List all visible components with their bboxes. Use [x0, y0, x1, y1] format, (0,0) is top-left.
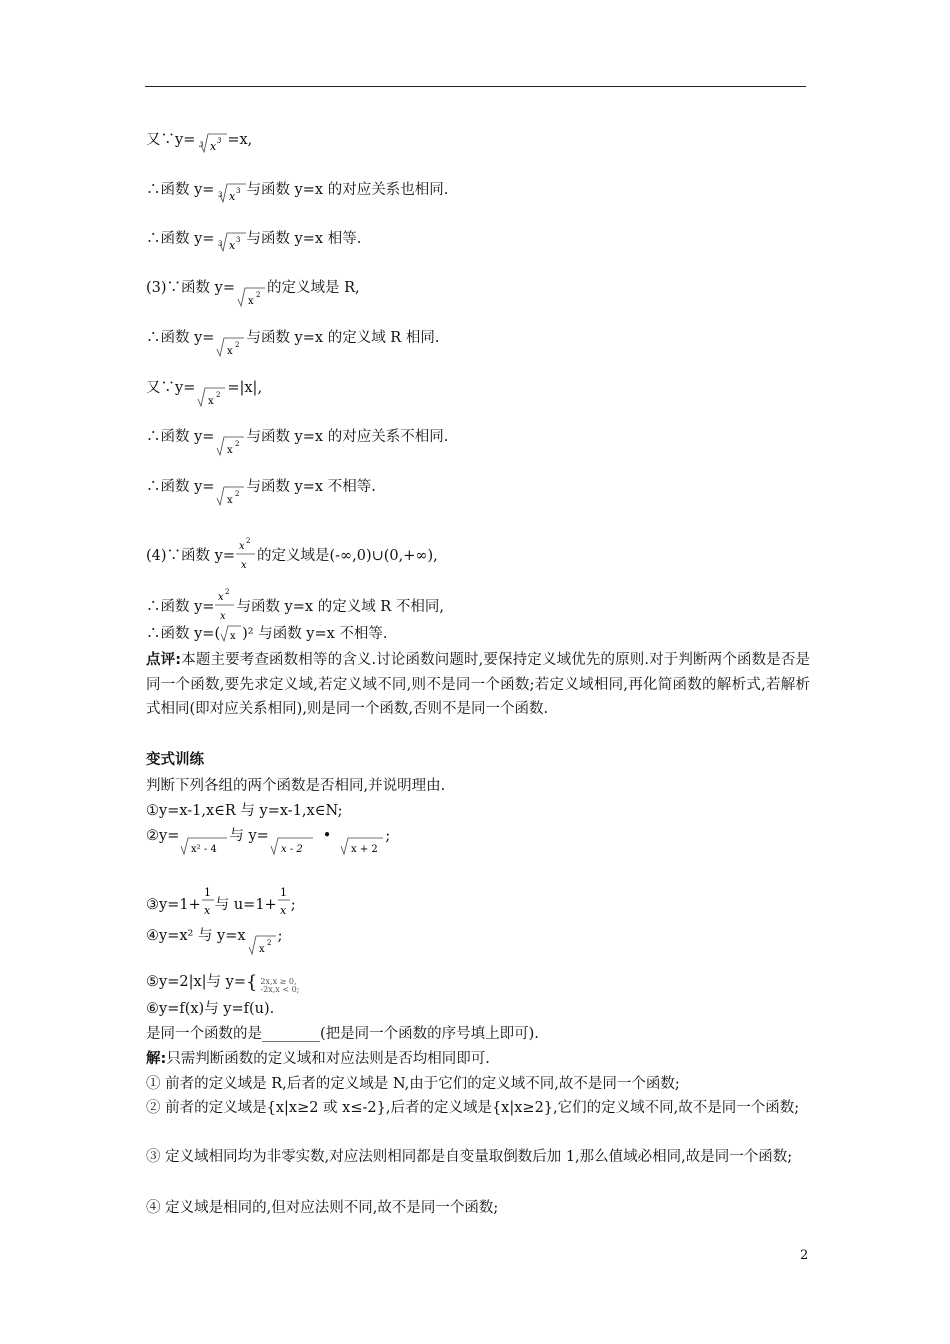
sqrt-x2: [214, 481, 246, 507]
solution-item-3: ③ 定义域相同均为非零实数,对应法则相同都是自变量取倒数后加 1,那么值域必相同,故是同一个函数;: [146, 1149, 793, 1165]
exponent: 3: [236, 236, 241, 244]
root-index: 3: [199, 141, 204, 149]
case-2: -2x,x < 0;: [260, 985, 300, 994]
fraction-1-over-x: [201, 883, 215, 923]
exponent: 3: [217, 137, 222, 145]
exponent: 2: [266, 939, 272, 947]
exponent: 2: [225, 588, 230, 596]
numerator: 1: [203, 886, 211, 899]
text: ∴函数 y=: [146, 429, 215, 445]
radicand: x: [227, 495, 234, 506]
solution-item-2: ② 前者的定义域是{x|x≥2 或 x≤-2},后者的定义域是{x|x≥2},它们的定义域不同,故不是同一个函数;: [146, 1100, 800, 1116]
text: 与函数 y=x 的定义域 R 不相同,: [236, 599, 444, 615]
dot-operator: •: [322, 828, 332, 844]
header-rule: [145, 86, 806, 87]
radicand: x: [227, 346, 234, 357]
text: ∴函数 y=: [146, 182, 215, 198]
sqrt-x2: [214, 431, 246, 457]
text: ⑤y=2|x|与 y=: [146, 974, 246, 990]
comment-paragraph: [146, 648, 810, 722]
text: ∴函数 y=: [146, 231, 215, 247]
root-index: 3: [218, 240, 223, 248]
line-9: [146, 535, 438, 575]
text: ∴函数 y=: [146, 479, 215, 495]
comment-label: 点评:: [146, 652, 182, 668]
line-8: [146, 477, 376, 507]
text: ;: [290, 897, 296, 913]
sqrt-x2: [246, 929, 278, 957]
sqrt-x-minus-2: [269, 828, 315, 858]
line-2: [146, 180, 448, 204]
text: )² 与函数 y=x 不相等.: [242, 626, 388, 642]
text: ∴函数 y=(: [146, 626, 221, 642]
line-4: [146, 278, 360, 308]
fraction-x2-over-x: [214, 586, 236, 626]
radicand: x: [229, 190, 236, 203]
fraction-1-over-x: [277, 883, 291, 923]
radicand: x + 2: [351, 844, 379, 855]
radicand: x: [248, 296, 254, 307]
radicand: x: [210, 140, 217, 153]
numerator: x: [218, 592, 225, 603]
radicand: x: [229, 239, 236, 252]
text: ∴函数 y=: [146, 599, 215, 615]
sqrt-x: [220, 623, 242, 643]
sqrt-x-plus-2: [339, 828, 385, 858]
solution-label: 解:: [146, 1051, 167, 1067]
text: =|x|,: [227, 380, 263, 396]
sqrt-x2: [235, 282, 267, 308]
solution-item-4: ④ 定义域是相同的,但对应法则不同,故不是同一个函数;: [146, 1200, 499, 1216]
denominator: x: [203, 904, 210, 917]
line-10: [146, 586, 444, 626]
text: ∴函数 y=: [146, 330, 215, 346]
exercise-intro: 判断下列各组的两个函数是否相同,并说明理由.: [146, 778, 446, 794]
line-6: [146, 378, 262, 408]
cube-root-x3: [214, 229, 246, 253]
text: 与 u=1+: [214, 897, 277, 913]
numerator: 1: [279, 886, 287, 899]
radicand: x: [258, 944, 265, 955]
sqrt-x2-minus-4: [179, 828, 229, 858]
solution-intro-line: [146, 1049, 490, 1069]
root-index: 3: [218, 191, 223, 199]
line-3: [146, 229, 361, 253]
exponent: 2: [256, 291, 261, 299]
exercise-item-3: [146, 883, 296, 923]
exponent: 2: [235, 490, 240, 498]
text: 与函数 y=x 不相等.: [246, 479, 376, 495]
text: 的定义域是 R,: [267, 280, 360, 296]
denominator: x: [241, 560, 247, 571]
text: 与 y=: [229, 828, 269, 844]
radicand: x: [208, 396, 214, 407]
text: 又∵y=: [146, 132, 196, 148]
exponent: 2: [216, 391, 221, 399]
text: 与函数 y=x 的定义域 R 相同.: [246, 330, 440, 346]
exponent: 3: [236, 187, 241, 195]
text: 又∵y=: [146, 380, 196, 396]
exponent: 2: [235, 341, 240, 349]
exercise-item-2: [146, 826, 390, 858]
text: (3)∵函数 y=: [146, 280, 235, 296]
sqrt-x2: [195, 382, 227, 408]
text: ;: [385, 828, 391, 844]
radicand: x² - 4: [191, 844, 218, 855]
line-5: [146, 328, 439, 358]
radicand: x: [230, 631, 236, 642]
piecewise-brace: {: [245, 972, 258, 993]
piecewise-cases: [260, 978, 299, 994]
text: 与函数 y=x 的对应关系也相同.: [246, 182, 449, 198]
exercise-item-5: [146, 972, 299, 994]
radicand: x - 2: [280, 844, 303, 855]
sqrt-x2: [214, 332, 246, 358]
page-number: 2: [800, 1248, 809, 1263]
exercise-item-1: ①y=x-1,x∈R 与 y=x-1,x∈N;: [146, 803, 343, 819]
text: ③y=1+: [146, 897, 201, 913]
exercise-question: 是同一个函数的是________(把是同一个函数的序号填上即可).: [146, 1026, 539, 1042]
numerator: x: [239, 541, 245, 552]
line-11: [146, 623, 388, 644]
text: ②y=: [146, 828, 180, 844]
line-7: [146, 427, 448, 457]
exercise-title: 变式训练: [146, 752, 204, 768]
comment-text: 本题主要考查函数相等的含义.讨论函数问题时,要保持定义域优先的原则.对于判断两个函数是否是同一个函数,要先求定义域,若定义域不同,则不是同一个函数;若定义域相同,再化简函数的解析式,若解析式相同(即对应关系相同),则是同一个函数,否则不是同一个函数.: [146, 652, 810, 718]
text: =x,: [227, 132, 253, 148]
text: 与函数 y=x 的对应关系不相同.: [246, 429, 449, 445]
exponent: 2: [235, 440, 240, 448]
line-1: [146, 130, 252, 154]
text: (4)∵函数 y=: [146, 548, 235, 564]
text: ④y=x² 与 y=x: [146, 928, 246, 944]
text: 与函数 y=x 相等.: [246, 231, 362, 247]
exercise-item-6: ⑥y=f(x)与 y=f(u).: [146, 1001, 275, 1017]
case-1: 2x,x ≥ 0,: [260, 977, 297, 986]
solution-item-1: ① 前者的定义域是 R,后者的定义域是 N,由于它们的定义域不同,故不是同一个函数;: [146, 1076, 680, 1092]
denominator: x: [220, 611, 227, 622]
cube-root-x3: [195, 130, 227, 154]
fraction-x2-over-x: [235, 535, 257, 575]
exponent: 2: [246, 537, 251, 545]
cube-root-x3: [214, 180, 246, 204]
solution-intro: 只需判断函数的定义域和对应法则是否均相同即可.: [166, 1051, 490, 1067]
text: ;: [277, 928, 283, 944]
radicand: x: [227, 445, 234, 456]
denominator: x: [279, 904, 286, 917]
exercise-item-4: [146, 926, 282, 957]
text: 的定义域是(-∞,0)∪(0,+∞),: [257, 548, 438, 564]
